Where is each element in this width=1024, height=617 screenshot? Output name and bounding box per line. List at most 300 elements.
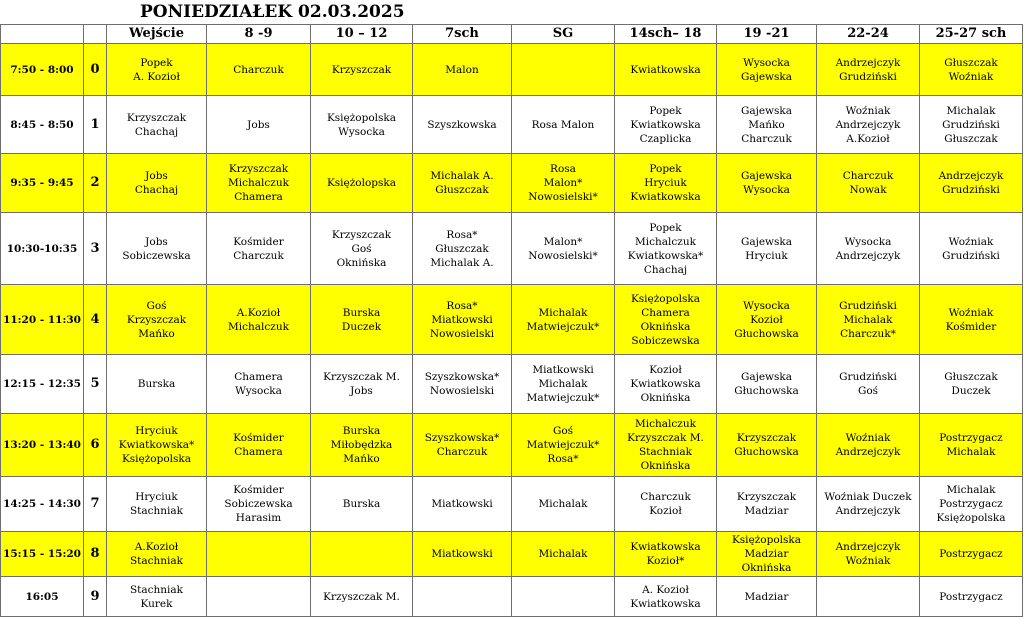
- teacher-name: Wysocka: [743, 184, 790, 196]
- duty-cell: [817, 355, 920, 414]
- teacher-name: Andrzejczyk: [835, 118, 901, 131]
- teacher-name: Nowosielski*: [528, 249, 598, 262]
- column-header: [84, 25, 107, 44]
- teacher-name: Krzyszczak: [331, 63, 392, 76]
- duty-cell: [717, 355, 817, 414]
- schedule-row: [1, 355, 1023, 414]
- duty-cell: [413, 213, 512, 285]
- teacher-name: Księżopolska: [121, 453, 192, 465]
- teacher-name: Gajewska: [740, 371, 793, 383]
- teacher-name: Burska: [342, 498, 381, 510]
- duty-cell: [512, 213, 615, 285]
- duty-cell: [207, 213, 311, 285]
- teacher-name: Miatkowski: [431, 548, 493, 560]
- duty-cell: [615, 44, 717, 96]
- column-header: 25-27 sch: [920, 25, 1023, 44]
- teacher-name: Miłobędzka: [330, 439, 393, 451]
- duty-cell: [615, 96, 717, 154]
- teacher-name: Szyszkowska*: [424, 432, 500, 444]
- schedule-row: [1, 213, 1023, 285]
- column-header: 14sch– 18: [615, 25, 717, 44]
- teacher-name: Woźniak Duczek: [824, 491, 912, 503]
- teacher-name: Burska: [342, 306, 381, 319]
- duty-cell: [413, 532, 512, 577]
- teacher-name: Michalak: [843, 313, 893, 326]
- teacher-name: Gajewska: [740, 170, 793, 182]
- teacher-name: Nowak: [849, 184, 887, 196]
- duty-cell: [817, 213, 920, 285]
- duty-cell: [717, 44, 817, 96]
- teacher-name: Wysocka: [235, 385, 282, 397]
- page-title: PONIEDZIAŁEK 02.03.2025: [140, 2, 405, 22]
- teacher-name: Kozioł: [750, 313, 783, 326]
- teacher-name: Rosa*: [547, 453, 579, 465]
- teacher-name: Jobs: [350, 385, 373, 397]
- duty-cell: [107, 213, 207, 285]
- teacher-name: Księżolopska: [326, 177, 397, 189]
- duty-cell: [920, 477, 1023, 532]
- duty-cell: [817, 477, 920, 532]
- teacher-name: Harasim: [235, 512, 282, 524]
- teacher-name: Andrzejczyk: [938, 170, 1004, 182]
- teacher-name: Popek: [649, 163, 682, 175]
- schedule-row: [1, 477, 1023, 532]
- teacher-name: Jobs: [247, 118, 270, 131]
- duty-cell: [817, 44, 920, 96]
- teacher-name: Oknińska: [640, 320, 691, 333]
- teacher-name: Woźniak: [948, 70, 994, 83]
- teacher-name: Burska: [342, 425, 381, 437]
- teacher-name: Kurek: [140, 597, 173, 610]
- teacher-name: Kośmider: [233, 432, 284, 444]
- teacher-name: Michalak: [946, 484, 996, 496]
- duty-cell: [615, 414, 717, 477]
- teacher-name: Kwiatkowska: [630, 118, 701, 131]
- teacher-name: Kośmider: [233, 235, 284, 248]
- teacher-name: Oknińska: [336, 256, 387, 269]
- duty-cell: [817, 154, 920, 213]
- duty-cell: [920, 285, 1023, 355]
- teacher-name: Krzyszczak: [126, 313, 187, 326]
- teacher-name: Hryciuk: [745, 249, 788, 262]
- teacher-name: Charczuk*: [840, 327, 896, 340]
- teacher-name: Oknińska: [640, 460, 691, 472]
- duty-cell: [107, 96, 207, 154]
- duty-cell: [615, 532, 717, 577]
- lesson-number: 2: [84, 154, 107, 213]
- teacher-name: Hryciuk: [135, 425, 178, 437]
- teacher-name: Grudziński: [942, 118, 1000, 131]
- column-header: [1, 25, 84, 44]
- teacher-name: Sobiczewska: [631, 334, 700, 347]
- duty-cell: [615, 355, 717, 414]
- column-header: Wejście: [107, 25, 207, 44]
- duty-cell: [311, 414, 413, 477]
- lesson-number: 8: [84, 532, 107, 577]
- schedule-row: [1, 154, 1023, 213]
- time-slot: 9:35 - 9:45: [1, 154, 84, 213]
- schedule-row: [1, 96, 1023, 154]
- teacher-name: Oknińska: [741, 562, 792, 574]
- teacher-name: Michalak: [946, 104, 996, 117]
- teacher-name: Wysocka: [743, 56, 790, 69]
- teacher-name: Woźniak: [948, 306, 994, 319]
- teacher-name: Szyszkowska: [427, 118, 497, 131]
- duty-cell: [311, 154, 413, 213]
- teacher-name: Wysocka: [743, 299, 790, 312]
- duty-cell: [107, 414, 207, 477]
- lesson-number: 3: [84, 213, 107, 285]
- lesson-number: 0: [84, 44, 107, 96]
- teacher-name: Głuszczak: [944, 132, 998, 145]
- duty-cell: [207, 285, 311, 355]
- teacher-name: Grudziński: [839, 70, 897, 83]
- teacher-name: Duczek: [341, 320, 382, 333]
- teacher-name: Mańko: [748, 118, 785, 131]
- teacher-name: Malon: [445, 63, 479, 76]
- column-header: SG: [512, 25, 615, 44]
- teacher-name: Nowosielski: [429, 327, 495, 340]
- teacher-name: Charczuk: [741, 132, 792, 145]
- duty-cell: [311, 355, 413, 414]
- duty-cell: [615, 477, 717, 532]
- lesson-number: 6: [84, 414, 107, 477]
- teacher-name: Czaplicka: [639, 132, 692, 145]
- teacher-name: Goś: [857, 385, 879, 397]
- teacher-name: Grudziński: [942, 184, 1000, 196]
- duty-cell: [207, 355, 311, 414]
- teacher-name: Michalczuk: [228, 177, 289, 189]
- teacher-name: Krzyszczak: [736, 432, 797, 444]
- teacher-name: A.Kozioł: [846, 132, 890, 145]
- duty-cell: [717, 285, 817, 355]
- teacher-name: Matwiejczuk*: [526, 320, 600, 333]
- teacher-name: Miatkowski: [431, 498, 493, 510]
- teacher-name: Michalak: [538, 548, 588, 560]
- duty-cell: [512, 477, 615, 532]
- duty-cell: [512, 96, 615, 154]
- time-slot: 11:20 - 11:30: [1, 285, 84, 355]
- teacher-name: Miatkowski: [431, 313, 493, 326]
- teacher-name: Kozioł*: [646, 555, 685, 567]
- teacher-name: Chamera: [641, 306, 690, 319]
- duty-cell: [207, 154, 311, 213]
- duty-cell: [413, 96, 512, 154]
- teacher-name: Duczek: [951, 385, 991, 397]
- teacher-name: Krzyszczak M.: [323, 590, 400, 603]
- teacher-name: Chachaj: [643, 263, 688, 276]
- teacher-name: Madziar: [744, 505, 789, 517]
- teacher-name: Michalak: [946, 446, 996, 458]
- duty-cell: [413, 44, 512, 96]
- column-header: 22-24: [817, 25, 920, 44]
- teacher-name: Krzyszczak: [228, 163, 289, 175]
- duty-cell: [920, 44, 1023, 96]
- teacher-name: Goś: [552, 425, 574, 437]
- duty-cell: [107, 477, 207, 532]
- teacher-name: Chamera: [234, 446, 283, 458]
- teacher-name: Kwiatkowska: [630, 541, 701, 553]
- duty-cell: [512, 285, 615, 355]
- duty-cell: [920, 154, 1023, 213]
- duty-cell: [311, 213, 413, 285]
- teacher-name: Goś: [146, 299, 167, 312]
- duty-cell: [817, 532, 920, 577]
- teacher-name: Krzyszczak M.: [627, 432, 704, 444]
- teacher-name: Nowosielski: [429, 385, 495, 397]
- duty-cell: [207, 44, 311, 96]
- duty-cell: [717, 213, 817, 285]
- duty-cell: [717, 532, 817, 577]
- teacher-name: Charczuk: [233, 63, 284, 76]
- duty-cell: [615, 213, 717, 285]
- teacher-name: Krzyszczak: [331, 228, 392, 241]
- teacher-name: A.Kozioł: [236, 306, 281, 319]
- duty-cell: [920, 213, 1023, 285]
- duty-cell: [512, 44, 615, 96]
- teacher-name: Kwiatkowska: [630, 378, 701, 390]
- teacher-name: Kwiatkowska: [630, 63, 701, 76]
- schedule-row: [1, 414, 1023, 477]
- teacher-name: Andrzejczyk: [835, 446, 901, 458]
- teacher-name: Księżopolska: [731, 534, 802, 546]
- duty-cell: [512, 355, 615, 414]
- teacher-name: Woźniak: [845, 555, 891, 567]
- duty-cell: [512, 154, 615, 213]
- duty-cell: [107, 44, 207, 96]
- teacher-name: Michalak A.: [430, 170, 494, 182]
- teacher-name: Kwiatkowska: [630, 597, 701, 610]
- teacher-name: Andrzejczyk: [835, 505, 901, 517]
- teacher-name: Charczuk: [233, 249, 284, 262]
- teacher-name: Kwiatkowska: [630, 191, 701, 203]
- teacher-name: Goś: [351, 242, 372, 255]
- duty-cell: [615, 285, 717, 355]
- teacher-name: Kwiatkowska*: [627, 249, 704, 262]
- time-slot: 7:50 - 8:00: [1, 44, 84, 96]
- teacher-name: Woźniak: [948, 235, 994, 248]
- teacher-name: Stachniak: [129, 555, 184, 567]
- time-slot: 15:15 - 15:20: [1, 532, 84, 577]
- teacher-name: Michalczuk: [635, 418, 696, 430]
- duty-cell: [717, 477, 817, 532]
- teacher-name: Gajewska: [740, 104, 793, 117]
- duty-cell: [413, 154, 512, 213]
- teacher-name: Kozioł: [649, 505, 682, 517]
- teacher-name: Hryciuk: [644, 177, 687, 189]
- time-slot: 10:30-10:35: [1, 213, 84, 285]
- time-slot: 8:45 - 8:50: [1, 96, 84, 154]
- teacher-name: Gajewska: [740, 70, 793, 83]
- teacher-name: Grudziński: [839, 299, 897, 312]
- teacher-name: Księżopolska: [630, 292, 701, 305]
- schedule-row: [1, 532, 1023, 577]
- duty-cell: [717, 414, 817, 477]
- teacher-name: Szyszkowska*: [424, 371, 500, 383]
- teacher-name: Charczuk: [842, 170, 894, 182]
- duty-cell: [413, 414, 512, 477]
- column-header: 10 – 12: [311, 25, 413, 44]
- duty-schedule-table: [0, 24, 1023, 617]
- duty-cell: [413, 285, 512, 355]
- teacher-name: Charczuk: [436, 446, 488, 458]
- teacher-name: Woźniak: [845, 432, 891, 444]
- column-header: 7sch: [413, 25, 512, 44]
- teacher-name: Kwiatkowska*: [118, 439, 195, 451]
- duty-cell: [817, 414, 920, 477]
- teacher-name: Chamera: [234, 191, 283, 203]
- teacher-name: Grudziński: [839, 371, 897, 383]
- teacher-name: Głuchowska: [734, 327, 799, 340]
- teacher-name: Krzyszczak M.: [323, 371, 400, 383]
- duty-cell: [920, 96, 1023, 154]
- duty-cell: [817, 285, 920, 355]
- teacher-name: Krzyszczak: [736, 491, 797, 503]
- teacher-name: A. Kozioł: [133, 70, 180, 83]
- teacher-name: Kozioł: [649, 364, 682, 376]
- lesson-number: 4: [84, 285, 107, 355]
- teacher-name: Postrzygacz: [939, 548, 1003, 560]
- teacher-name: Andrzejczyk: [835, 249, 901, 262]
- duty-cell: [512, 414, 615, 477]
- duty-cell: [107, 154, 207, 213]
- schedule-row: [1, 44, 1023, 96]
- teacher-name: Głuszczak: [944, 371, 998, 383]
- duty-cell: [311, 96, 413, 154]
- duty-cell: [107, 532, 207, 577]
- duty-cell: [413, 355, 512, 414]
- duty-cell: [717, 96, 817, 154]
- time-slot: 13:20 - 13:40: [1, 414, 84, 477]
- teacher-name: Krzyszczak: [126, 111, 187, 124]
- teacher-name: Głuszczak: [435, 184, 489, 196]
- duty-cell: [207, 477, 311, 532]
- teacher-name: Madziar: [744, 590, 789, 603]
- teacher-name: Malon*: [543, 177, 583, 189]
- duty-cell: [311, 44, 413, 96]
- teacher-name: Woźniak: [845, 104, 891, 117]
- teacher-name: Postrzygacz: [939, 498, 1003, 510]
- teacher-name: Stachniak: [638, 446, 693, 458]
- duty-cell: [920, 355, 1023, 414]
- duty-cell: [207, 532, 311, 577]
- column-header: 8 -9: [207, 25, 311, 44]
- teacher-name: Matwiejczuk*: [526, 392, 600, 404]
- teacher-name: Popek: [649, 221, 682, 234]
- teacher-name: Michalak: [538, 306, 588, 319]
- teacher-name: Oknińska: [640, 392, 691, 404]
- teacher-name: Księżopolska: [326, 111, 397, 124]
- teacher-name: A. Kozioł: [642, 583, 689, 596]
- teacher-name: Michalak A.: [430, 256, 494, 269]
- teacher-name: Głuchowska: [734, 446, 799, 458]
- duty-cell: [413, 477, 512, 532]
- teacher-name: Jobs: [145, 170, 168, 182]
- teacher-name: A.Kozioł: [134, 541, 179, 553]
- teacher-name: Rosa: [550, 163, 576, 175]
- teacher-name: Głuchowska: [734, 385, 799, 397]
- schedule-body: [1, 44, 1023, 617]
- duty-cell: [107, 355, 207, 414]
- teacher-name: Mańko: [138, 327, 175, 340]
- teacher-name: Rosa*: [446, 228, 478, 241]
- time-slot: 16:05: [1, 577, 84, 617]
- teacher-name: Andrzejczyk: [835, 541, 901, 553]
- teacher-name: Jobs: [145, 235, 168, 248]
- teacher-name: Rosa Malon: [531, 118, 595, 131]
- duty-cell: [311, 285, 413, 355]
- teacher-name: Matwiejczuk*: [526, 439, 600, 451]
- schedule-row: [1, 285, 1023, 355]
- teacher-name: Madziar: [744, 548, 789, 560]
- duty-cell: [920, 532, 1023, 577]
- teacher-name: Grudziński: [942, 249, 1000, 262]
- teacher-name: Gajewska: [740, 235, 793, 248]
- column-header: 19 -21: [717, 25, 817, 44]
- duty-cell: [311, 532, 413, 577]
- duty-cell: [717, 154, 817, 213]
- teacher-name: Malon*: [543, 235, 583, 248]
- duty-cell: [920, 414, 1023, 477]
- teacher-name: Burska: [137, 378, 176, 390]
- teacher-name: Kośmider: [945, 320, 997, 333]
- teacher-name: Michalak: [538, 498, 588, 510]
- teacher-name: Chachaj: [134, 125, 179, 138]
- time-slot: 14:25 - 14:30: [1, 477, 84, 532]
- teacher-name: Chachaj: [134, 184, 179, 196]
- teacher-name: Charczuk: [640, 491, 691, 503]
- duty-cell: [107, 285, 207, 355]
- teacher-name: Stachniak: [129, 505, 184, 517]
- lesson-number: 5: [84, 355, 107, 414]
- duty-cell: [512, 532, 615, 577]
- teacher-name: Michalczuk: [228, 320, 289, 333]
- teacher-name: Rosa*: [446, 299, 478, 312]
- teacher-name: Chamera: [234, 371, 283, 383]
- teacher-name: Kośmider: [233, 484, 284, 496]
- teacher-name: Stachniak: [129, 583, 184, 596]
- teacher-name: Postrzygacz: [939, 590, 1003, 603]
- teacher-name: Popek: [649, 104, 682, 117]
- teacher-name: Hryciuk: [135, 491, 178, 503]
- teacher-name: Wysocka: [338, 125, 385, 138]
- teacher-name: Andrzejczyk: [835, 56, 901, 69]
- header-row: [1, 25, 1023, 44]
- teacher-name: Księżopolska: [936, 512, 1006, 524]
- teacher-name: Nowosielski*: [528, 191, 598, 203]
- teacher-name: Michalak: [538, 378, 588, 390]
- duty-cell: [207, 414, 311, 477]
- duty-cell: [615, 154, 717, 213]
- teacher-name: Postrzygacz: [939, 432, 1003, 444]
- teacher-name: Miatkowski: [532, 364, 594, 376]
- lesson-number: 9: [84, 577, 107, 617]
- teacher-name: Sobiczewska: [224, 498, 293, 510]
- time-slot: 12:15 - 12:35: [1, 355, 84, 414]
- teacher-name: Wysocka: [844, 235, 892, 248]
- lesson-number: 7: [84, 477, 107, 532]
- teacher-name: Sobiczewska: [122, 249, 191, 262]
- lesson-number: 1: [84, 96, 107, 154]
- duty-cell: [311, 477, 413, 532]
- teacher-name: Głuszczak: [944, 56, 998, 69]
- duty-cell: [817, 96, 920, 154]
- duty-cell: [207, 96, 311, 154]
- teacher-name: Popek: [140, 56, 173, 69]
- teacher-name: Głuszczak: [435, 242, 489, 255]
- teacher-name: Michalczuk: [635, 235, 696, 248]
- teacher-name: Mańko: [343, 453, 380, 465]
